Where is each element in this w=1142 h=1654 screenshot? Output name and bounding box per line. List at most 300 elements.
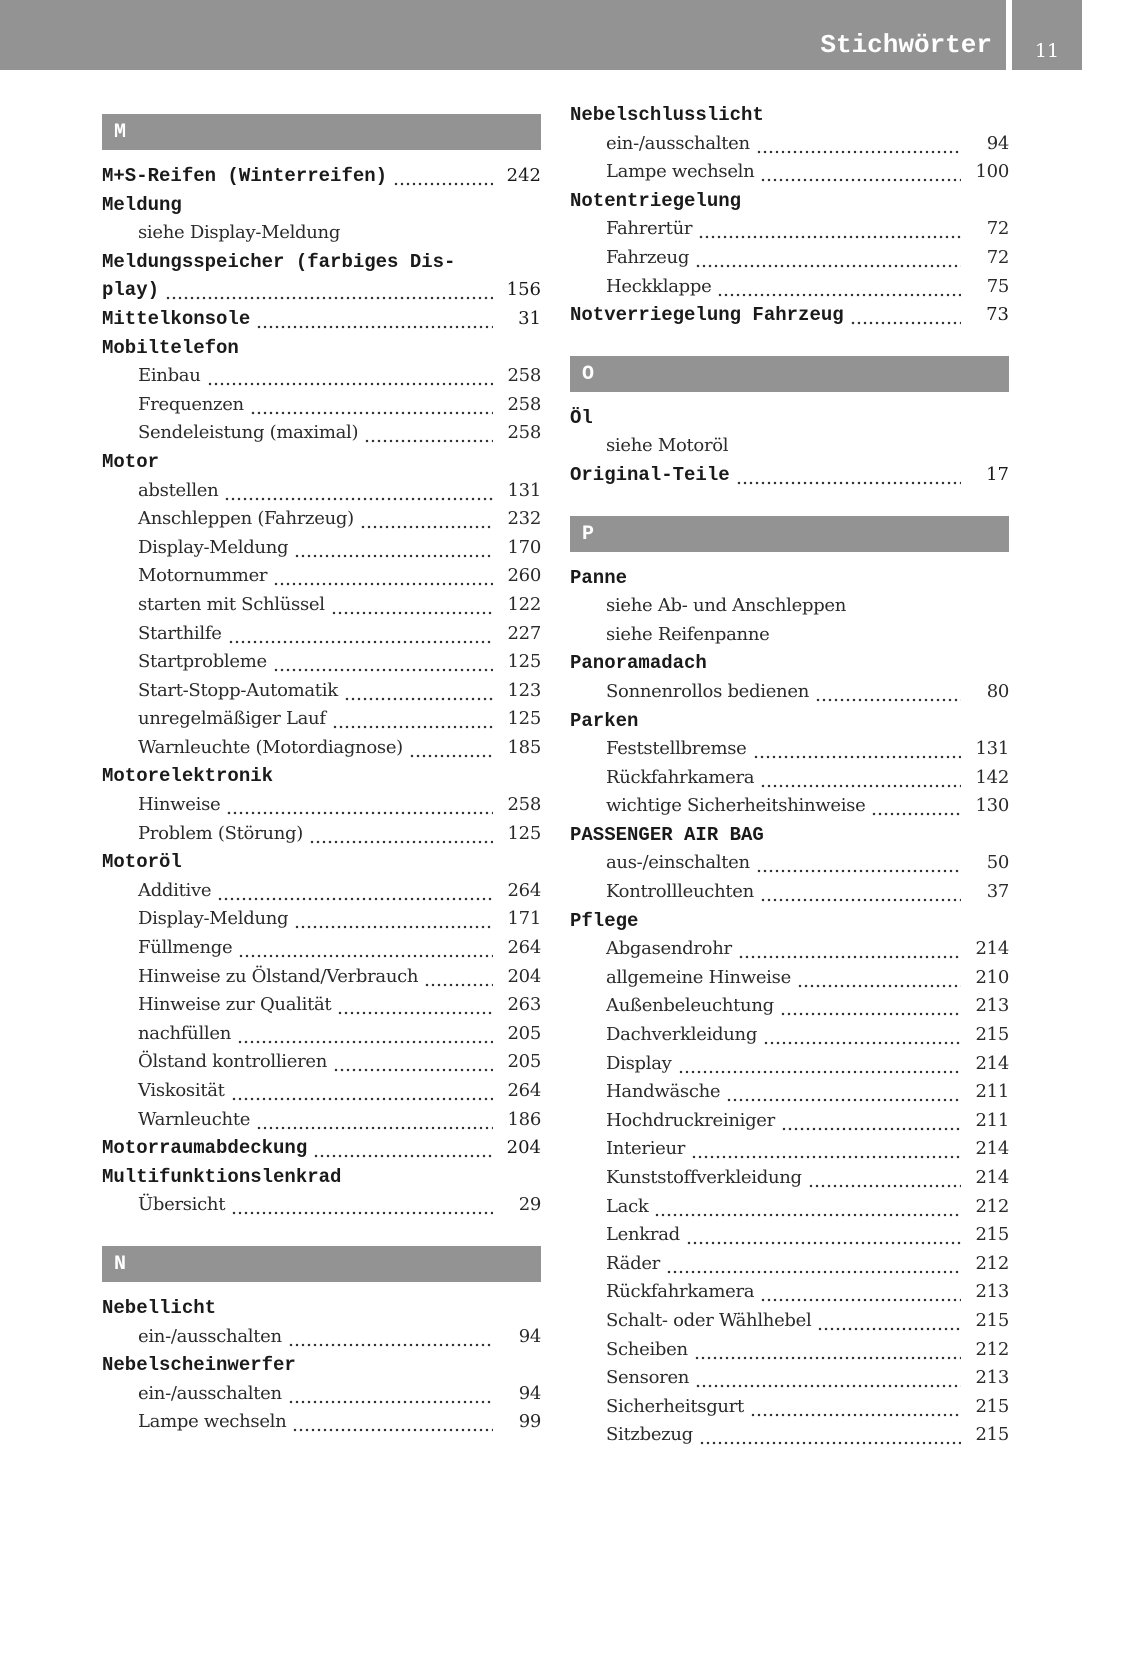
page-reference[interactable]: 142: [975, 766, 1009, 788]
dot-leader: [224, 477, 493, 506]
index-entry[interactable]: [102, 276, 541, 305]
entry-label: Panne: [570, 566, 628, 589]
index-subentry[interactable]: [102, 1380, 541, 1409]
dot-leader: [808, 1164, 961, 1193]
index-subentry[interactable]: [570, 1078, 1009, 1107]
index-entry[interactable]: [102, 162, 541, 191]
dot-leader: [393, 162, 493, 191]
index-subentry[interactable]: [102, 991, 541, 1020]
dot-leader: [344, 677, 493, 706]
index-entry[interactable]: [570, 564, 1009, 593]
page-reference[interactable]: 185: [507, 736, 541, 758]
entry-label: Display-Meldung: [138, 908, 289, 930]
entry-label: Lack: [606, 1195, 649, 1217]
dot-leader: [273, 562, 493, 591]
page-reference[interactable]: 130: [975, 795, 1009, 817]
entry-label: Öl: [570, 406, 593, 429]
entry-label: nachfüllen: [138, 1022, 232, 1044]
dot-leader: [738, 935, 961, 964]
page-reference[interactable]: 213: [975, 1367, 1009, 1389]
entry-label: Lampe wechseln: [138, 1411, 287, 1433]
index-entry[interactable]: [102, 1351, 541, 1380]
page-reference[interactable]: 31: [518, 307, 541, 329]
page-reference[interactable]: 212: [975, 1195, 1009, 1217]
page-reference[interactable]: 125: [507, 651, 541, 673]
index-entry[interactable]: [102, 448, 541, 477]
dot-leader: [760, 1278, 961, 1307]
entry-label: Sendeleistung (maximal): [138, 422, 359, 444]
index-entry[interactable]: [570, 461, 1009, 490]
index-entry[interactable]: [570, 821, 1009, 850]
page-reference[interactable]: 100: [975, 161, 1009, 183]
index-subentry[interactable]: [570, 1364, 1009, 1393]
entry-label: Fahrzeug: [606, 246, 690, 268]
index-subentry[interactable]: [102, 1048, 541, 1077]
entry-label: Räder: [606, 1252, 660, 1274]
index-subentry[interactable]: [570, 735, 1009, 764]
entry-label: Starthilfe: [138, 622, 222, 644]
entry-label: Anschleppen (Fahrzeug): [138, 508, 354, 530]
page-reference[interactable]: 205: [507, 1051, 541, 1073]
index-subentry[interactable]: [570, 1021, 1009, 1050]
page-reference[interactable]: 94: [518, 1325, 541, 1347]
index-entry[interactable]: [570, 404, 1009, 433]
entry-label: Kunststoffverkleidung: [606, 1167, 802, 1188]
index-section: [570, 356, 1009, 490]
index-subentry[interactable]: [102, 1191, 541, 1220]
page-reference[interactable]: 264: [507, 1080, 541, 1101]
dot-leader: [231, 1077, 493, 1106]
index-subentry[interactable]: [102, 1077, 541, 1106]
index-entry[interactable]: [102, 1134, 541, 1163]
page-reference[interactable]: 232: [507, 508, 541, 530]
index-entry[interactable]: [102, 248, 541, 277]
dot-leader: [360, 505, 493, 534]
entry-label: Außenbeleuchtung: [606, 995, 774, 1017]
header-bar: [0, 0, 1006, 70]
index-subentry[interactable]: [102, 963, 541, 992]
index-subentry[interactable]: [102, 705, 541, 734]
index-subentry[interactable]: [102, 419, 541, 448]
index-subentry[interactable]: [570, 1307, 1009, 1336]
entry-label: allgemeine Hinweise: [606, 966, 791, 988]
entry-label: Hochdruckreiniger: [606, 1109, 775, 1131]
dot-leader: [207, 362, 493, 391]
entry-label: abstellen: [138, 479, 219, 501]
page-reference[interactable]: 131: [507, 479, 541, 501]
entry-label: Nebelscheinwerfer: [102, 1354, 296, 1377]
dot-leader: [332, 705, 493, 734]
index-subentry[interactable]: [570, 158, 1009, 187]
entry-label: Nebelschlusslicht: [570, 104, 764, 126]
index-subentry[interactable]: [102, 505, 541, 534]
index-subentry[interactable]: [102, 905, 541, 934]
dot-leader: [231, 1191, 493, 1220]
page-reference[interactable]: 94: [986, 132, 1009, 154]
entry-label: Handwäsche: [606, 1081, 721, 1103]
index-column-right: [570, 101, 1009, 1450]
index-subentry[interactable]: [102, 877, 541, 906]
page-reference[interactable]: 258: [507, 794, 541, 816]
entry-label: Interieur: [606, 1138, 686, 1160]
page-reference[interactable]: 29: [518, 1194, 541, 1216]
entry-label: wichtige Sicherheitshinweise: [606, 795, 866, 817]
index-subentry[interactable]: [570, 1336, 1009, 1365]
index-subentry[interactable]: [570, 1050, 1009, 1079]
entry-label: Motorelektronik: [102, 765, 274, 788]
entry-label: Frequenzen: [138, 393, 244, 415]
page-reference[interactable]: 211: [975, 1109, 1009, 1131]
entry-label: Sensoren: [606, 1367, 690, 1389]
page-reference[interactable]: 50: [986, 852, 1009, 874]
index-subentry[interactable]: [102, 391, 541, 420]
index-subentry[interactable]: [102, 1106, 541, 1135]
index-entry[interactable]: [102, 762, 541, 791]
entry-label: Nebellicht: [102, 1296, 217, 1319]
dot-leader: [695, 244, 961, 273]
index-subentry[interactable]: [102, 591, 541, 620]
page-reference[interactable]: 17: [986, 463, 1009, 485]
entry-label: Panoramadach: [570, 652, 707, 675]
entry-label: Rückfahrkamera: [606, 1281, 755, 1303]
entry-label: Additive: [138, 879, 212, 901]
index-subentry[interactable]: [570, 592, 1009, 621]
dot-leader: [686, 1221, 961, 1250]
entry-label: Display: [606, 1052, 672, 1074]
dot-leader: [238, 934, 493, 963]
entry-label: Füllmenge: [138, 937, 233, 959]
page-reference[interactable]: 73: [986, 304, 1009, 326]
index-section: [102, 1246, 541, 1437]
page-reference[interactable]: 258: [507, 393, 541, 415]
section-title: Stichwörter: [820, 30, 992, 60]
dot-leader: [753, 735, 961, 764]
dot-leader: [333, 1048, 493, 1077]
entry-label: Dachverkleidung: [606, 1024, 758, 1046]
page-reference[interactable]: 264: [507, 879, 541, 901]
dot-leader: [850, 301, 961, 330]
entry-label: Notentriegelung: [570, 189, 742, 212]
index-entry[interactable]: [570, 907, 1009, 936]
page-reference[interactable]: 227: [507, 622, 541, 644]
page-reference[interactable]: 204: [506, 1137, 541, 1159]
dot-leader: [871, 792, 961, 821]
dot-leader: [698, 215, 961, 244]
entry-label: Fahrertür: [606, 218, 693, 240]
page-reference[interactable]: 215: [975, 1224, 1009, 1246]
page-reference[interactable]: 213: [975, 995, 1009, 1017]
letter-heading: M: [102, 114, 541, 150]
index-subentry[interactable]: [570, 432, 1009, 461]
page-reference[interactable]: 72: [986, 218, 1009, 240]
index-subentry[interactable]: [570, 1278, 1009, 1307]
letter-heading: N: [102, 1246, 541, 1282]
index-entry[interactable]: [102, 1163, 541, 1192]
index-subentry[interactable]: [570, 130, 1009, 159]
page-reference[interactable]: 204: [507, 965, 541, 987]
index-entry[interactable]: [570, 187, 1009, 216]
page-reference[interactable]: 125: [507, 822, 541, 844]
index-subentry[interactable]: [570, 1135, 1009, 1164]
page-reference[interactable]: 215: [975, 1424, 1009, 1446]
dot-leader: [256, 305, 493, 334]
entry-label: ein-/ausschalten: [138, 1382, 282, 1404]
entry-label: Motornummer: [138, 565, 268, 587]
page-reference[interactable]: 72: [986, 246, 1009, 268]
index-subentry[interactable]: [102, 791, 541, 820]
dot-leader: [817, 1307, 961, 1336]
dot-leader: [226, 791, 493, 820]
page-reference[interactable]: 125: [507, 708, 541, 730]
entry-label: Einbau: [138, 365, 201, 387]
entry-label: Feststellbremse: [606, 738, 747, 760]
dot-leader: [756, 849, 961, 878]
page-reference[interactable]: 212: [975, 1338, 1009, 1360]
entry-label: Sitzbezug: [606, 1424, 693, 1446]
page-reference[interactable]: 170: [507, 536, 541, 558]
dot-leader: [273, 648, 493, 677]
dot-leader: [256, 1106, 493, 1135]
index-entry[interactable]: [570, 301, 1009, 330]
page-reference[interactable]: 258: [507, 422, 541, 444]
entry-label: siehe Motoröl: [606, 435, 729, 457]
dot-leader: [165, 276, 493, 305]
index-entry[interactable]: [102, 334, 541, 363]
entry-label: Meldungsspeicher (farbiges Dis-: [102, 250, 456, 273]
entry-label: Viskosität: [138, 1080, 225, 1101]
index-entry[interactable]: [102, 305, 541, 334]
dot-leader: [337, 991, 493, 1020]
entry-label: Hinweise zur Qualität: [138, 994, 332, 1016]
entry-label: Lampe wechseln: [606, 161, 755, 183]
entry-label: Startprobleme: [138, 651, 267, 673]
entry-label: Scheiben: [606, 1338, 688, 1360]
dot-leader: [294, 534, 493, 563]
entry-label: M+S-Reifen (Winterreifen): [102, 165, 388, 187]
page-reference[interactable]: 214: [975, 1167, 1009, 1188]
entry-label: Display-Meldung: [138, 536, 289, 558]
dot-leader: [292, 1408, 493, 1437]
entry-label: Notverriegelung Fahrzeug: [570, 304, 844, 327]
entry-label: Mobiltelefon: [102, 336, 239, 359]
index-subentry[interactable]: [570, 1107, 1009, 1136]
page-reference[interactable]: 186: [507, 1108, 541, 1130]
page-reference[interactable]: 122: [507, 593, 541, 615]
page-reference[interactable]: 75: [986, 275, 1009, 297]
letter-heading: P: [570, 516, 1009, 552]
entry-label: Hinweise: [138, 794, 221, 816]
page-reference[interactable]: 260: [507, 565, 541, 587]
entry-label: Abgasendrohr: [606, 938, 732, 960]
index-subentry[interactable]: [570, 992, 1009, 1021]
index-subentry[interactable]: [570, 1164, 1009, 1193]
dot-leader: [228, 620, 493, 649]
index-subentry[interactable]: [570, 792, 1009, 821]
index-entry[interactable]: [102, 848, 541, 877]
dot-leader: [699, 1421, 961, 1450]
entry-label: siehe Display-Meldung: [138, 222, 341, 244]
entry-label: Meldung: [102, 193, 182, 216]
index-subentry[interactable]: [570, 1250, 1009, 1279]
entry-label: Ölstand kontrollieren: [138, 1051, 328, 1073]
page-reference[interactable]: 156: [506, 279, 541, 301]
index-subentry[interactable]: [570, 878, 1009, 907]
entry-label: Warnleuchte: [138, 1108, 251, 1130]
dot-leader: [288, 1380, 493, 1409]
index-subentry[interactable]: [102, 562, 541, 591]
entry-label: Pflege: [570, 909, 639, 932]
entry-label: Heckklappe: [606, 275, 712, 297]
index-subentry[interactable]: [102, 534, 541, 563]
index-subentry[interactable]: [570, 849, 1009, 878]
index-subentry[interactable]: [102, 477, 541, 506]
dot-leader: [654, 1193, 961, 1222]
index-subentry[interactable]: [102, 648, 541, 677]
page-reference[interactable]: 37: [986, 881, 1009, 903]
entry-label: Sonnenrollos bedienen: [606, 680, 809, 702]
index-subentry[interactable]: [570, 244, 1009, 273]
index-subentry[interactable]: [102, 934, 541, 963]
entry-label: Motorraumabdeckung: [102, 1137, 308, 1160]
entry-label: Übersicht: [138, 1194, 226, 1216]
entry-label: Kontrollleuchten: [606, 881, 754, 903]
page-reference[interactable]: 263: [507, 994, 541, 1016]
page-reference[interactable]: 171: [507, 908, 541, 930]
dot-leader: [309, 820, 493, 849]
dot-leader: [237, 1020, 493, 1049]
dot-leader: [763, 1021, 961, 1050]
entry-label: siehe Reifenpanne: [606, 623, 770, 645]
index-entry[interactable]: [102, 191, 541, 220]
entry-label: ein-/ausschalten: [138, 1325, 282, 1347]
dot-leader: [780, 992, 961, 1021]
page-number-box: [1012, 0, 1082, 70]
page-reference[interactable]: 99: [518, 1411, 541, 1433]
index-entry[interactable]: [102, 1294, 541, 1323]
index-subentry[interactable]: [102, 620, 541, 649]
dot-leader: [726, 1078, 961, 1107]
index-subentry[interactable]: [570, 621, 1009, 650]
entry-label: Lenkrad: [606, 1224, 680, 1246]
entry-label: Schalt- oder Wählhebel: [606, 1309, 812, 1331]
entry-label: Motoröl: [102, 851, 182, 874]
entry-label: Sicherheitsgurt: [606, 1395, 744, 1417]
index-subentry[interactable]: [570, 215, 1009, 244]
index-subentry[interactable]: [102, 1408, 541, 1437]
page-reference[interactable]: 211: [975, 1081, 1009, 1103]
entry-label: Parken: [570, 709, 639, 732]
dot-leader: [250, 391, 493, 420]
index-subentry[interactable]: [102, 1020, 541, 1049]
index-subentry[interactable]: [570, 964, 1009, 993]
page-reference[interactable]: 258: [507, 365, 541, 387]
page-reference[interactable]: 205: [507, 1022, 541, 1044]
index-subentry[interactable]: [102, 362, 541, 391]
page-reference[interactable]: 210: [975, 966, 1009, 988]
page-reference[interactable]: 215: [975, 1309, 1009, 1331]
dot-leader: [364, 419, 493, 448]
dot-leader: [815, 678, 961, 707]
dot-leader: [313, 1134, 493, 1163]
page-reference[interactable]: 215: [975, 1024, 1009, 1046]
entry-label: Multifunktionslenkrad: [102, 1165, 342, 1188]
dot-leader: [760, 158, 961, 187]
dot-leader: [331, 591, 493, 620]
entry-label: Mittelkonsole: [102, 307, 251, 330]
index-subentry[interactable]: [570, 273, 1009, 302]
index-entry[interactable]: [570, 101, 1009, 130]
index-subentry[interactable]: [102, 219, 541, 248]
index-subentry[interactable]: [102, 734, 541, 763]
entry-label: aus-/einschalten: [606, 852, 750, 874]
page-reference[interactable]: 214: [975, 1052, 1009, 1074]
dot-leader: [217, 877, 493, 906]
index-subentry[interactable]: [570, 764, 1009, 793]
dot-leader: [409, 734, 493, 763]
page-reference[interactable]: 264: [507, 937, 541, 959]
dot-leader: [736, 461, 961, 490]
index-section: [102, 114, 541, 1220]
entry-label: unregelmäßiger Lauf: [138, 708, 326, 730]
page-reference[interactable]: 215: [975, 1395, 1009, 1417]
index-entry[interactable]: [570, 707, 1009, 736]
page-reference[interactable]: 213: [975, 1281, 1009, 1303]
dot-leader: [760, 878, 961, 907]
page-number: 11: [1034, 40, 1060, 62]
page-reference[interactable]: 242: [506, 165, 541, 186]
page-reference[interactable]: 80: [986, 680, 1009, 702]
dot-leader: [288, 1323, 493, 1352]
index-subentry[interactable]: [570, 1393, 1009, 1422]
dot-leader: [756, 130, 961, 159]
entry-label: Problem (Störung): [138, 822, 303, 844]
dot-leader: [678, 1050, 961, 1079]
entry-label: ein-/ausschalten: [606, 132, 750, 154]
dot-leader: [424, 963, 493, 992]
index-subentry[interactable]: [102, 1323, 541, 1352]
entry-label: Warnleuchte (Motordiagnose): [138, 736, 403, 758]
index-subentry[interactable]: [570, 678, 1009, 707]
entry-label: Start-Stopp-Automatik: [138, 679, 338, 701]
entry-label: siehe Ab- und Anschleppen: [606, 595, 847, 617]
index-subentry[interactable]: [570, 1421, 1009, 1450]
dot-leader: [294, 905, 493, 934]
dot-leader: [691, 1135, 961, 1164]
dot-leader: [695, 1364, 961, 1393]
entry-label: Hinweise zu Ölstand/Verbrauch: [138, 965, 419, 987]
page-reference[interactable]: 214: [975, 938, 1009, 960]
index-subentry[interactable]: [570, 935, 1009, 964]
letter-heading: O: [570, 356, 1009, 392]
dot-leader: [781, 1107, 961, 1136]
entry-label: Rückfahrkamera: [606, 766, 755, 788]
index-subentry[interactable]: [570, 1221, 1009, 1250]
index-entry[interactable]: [570, 649, 1009, 678]
dot-leader: [797, 964, 961, 993]
page-reference[interactable]: 94: [518, 1382, 541, 1404]
page-reference[interactable]: 131: [975, 738, 1009, 760]
index-subentry[interactable]: [102, 820, 541, 849]
dot-leader: [750, 1393, 961, 1422]
dot-leader: [694, 1336, 961, 1365]
entry-label: starten mit Schlüssel: [138, 593, 325, 615]
index-subentry[interactable]: [102, 677, 541, 706]
index-subentry[interactable]: [570, 1193, 1009, 1222]
page-reference[interactable]: 123: [507, 679, 541, 701]
page-reference[interactable]: 214: [975, 1138, 1009, 1160]
dot-leader: [666, 1250, 961, 1279]
page-reference[interactable]: 212: [975, 1252, 1009, 1274]
